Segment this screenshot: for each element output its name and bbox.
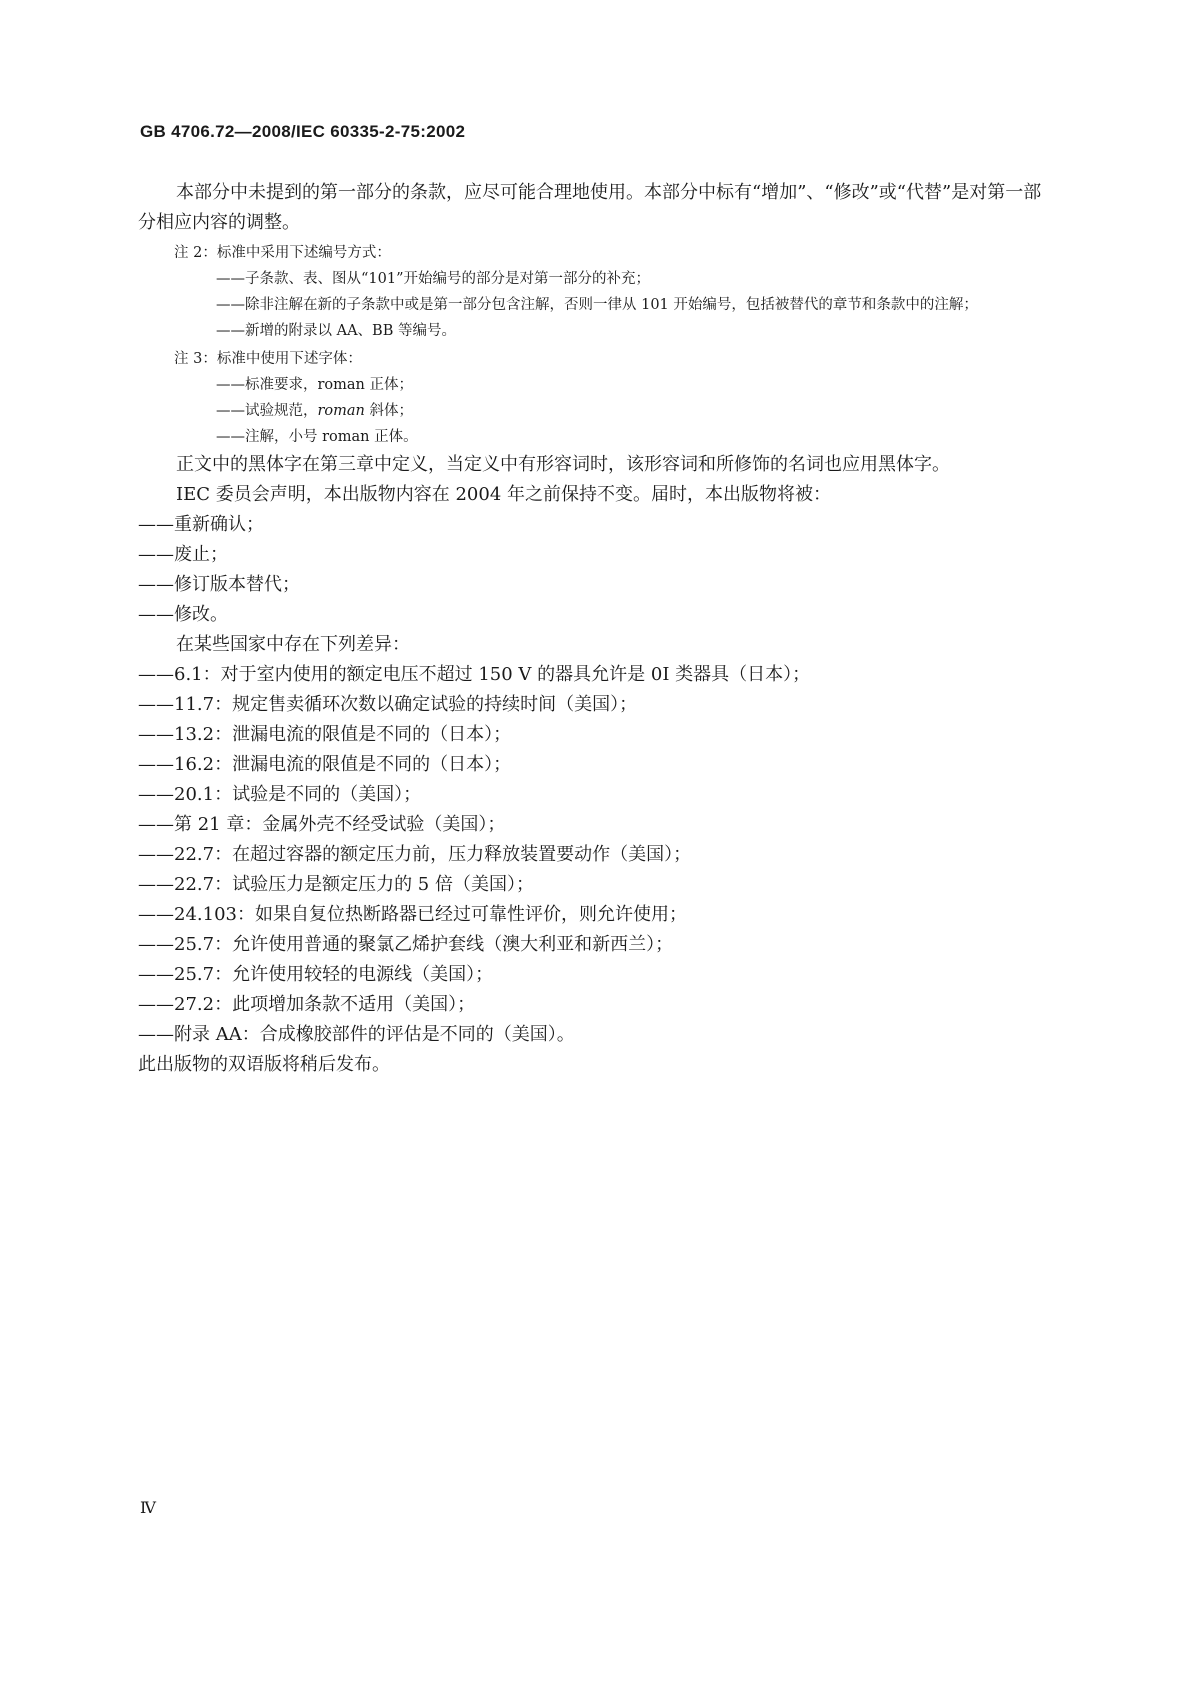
difference-item: ——27.2：此项增加条款不适用（美国）； [138,994,476,1015]
iec-statement-paragraph: IEC 委员会声明，本出版物内容在 2004 年之前保持不变。届时，本出版物将被： [176,484,831,505]
main-content [138,178,1056,1080]
document-header: GB 4706.72—2008/IEC 60335-2-75:2002 [140,122,466,141]
difference-item: ——20.1：试验是不同的（美国）； [138,784,422,805]
note-2-item: ——除非注解在新的子条款中或是第一部分包含注解，否则一律从 101 开始编号，包括被替代的章节和条款中的注解； [216,297,978,313]
differences-title: 在某些国家中存在下列差异： [176,634,410,655]
note-3-item-suffix: 斜体； [364,403,414,419]
difference-item: ——16.2：泄漏电流的限值是不同的（日本）； [138,754,512,775]
note-2-item: ——新增的附录以 AA、BB 等编号。 [216,323,456,339]
difference-item: ——附录 AA：合成橡胶部件的评估是不同的（美国）。 [138,1024,575,1045]
difference-item: ——第 21 章：金属外壳不经受试验（美国）； [138,814,506,835]
note-2-item: ——子条款、表、图从“101”开始编号的部分是对第一部分的补充； [216,271,650,287]
difference-item: ——25.7：允许使用普通的聚氯乙烯护套线（澳大利亚和新西兰）； [138,934,674,955]
note-2-title: 注 2：标准中采用下述编号方式： [174,245,391,261]
note-3-item-prefix: ——试验规范， [216,403,318,419]
note-3-item: ——标准要求，roman 正体； [216,377,414,393]
difference-item: ——22.7：试验压力是额定压力的 5 倍（美国）； [138,874,534,895]
note-3-item: ——注解，小号 roman 正体。 [216,429,418,445]
iec-list-item: ——修改。 [138,604,228,625]
definitions-paragraph: 正文中的黑体字在第三章中定义，当定义中有形容词时，该形容词和所修饰的名词也应用黑体字。 [176,454,950,475]
difference-item: ——22.7：在超过容器的额定压力前，压力释放装置要动作（美国）； [138,844,692,865]
difference-item: ——24.103：如果自复位热断路器已经过可靠性评价，则允许使用； [138,904,687,925]
difference-item: ——11.7：规定售卖循环次数以确定试验的持续时间（美国）； [138,694,638,715]
difference-item: ——6.1：对于室内使用的额定电压不超过 150 V 的器具允许是 0I 类器具（日本）； [138,664,811,685]
note-3-title: 注 3：标准中使用下述字体： [174,351,362,367]
difference-item: ——13.2：泄漏电流的限值是不同的（日本）； [138,724,512,745]
intro-paragraph: 本部分中未提到的第一部分的条款，应尽可能合理地使用。本部分中标有“增加”、“修改”或“代替”是对第一部分相应内容的调整。 [138,182,1042,233]
difference-item: ——25.7：允许使用较轻的电源线（美国）； [138,964,494,985]
note-3-item-italic [216,398,1086,424]
page-number: Ⅳ [140,1498,156,1517]
iec-list-item: ——废止； [138,544,228,565]
note-3-italic-word: roman [317,403,365,419]
iec-list-item: ——重新确认； [138,514,264,535]
closing-paragraph: 此出版物的双语版将稍后发布。 [138,1054,390,1075]
iec-list-item: ——修订版本替代； [138,574,300,595]
